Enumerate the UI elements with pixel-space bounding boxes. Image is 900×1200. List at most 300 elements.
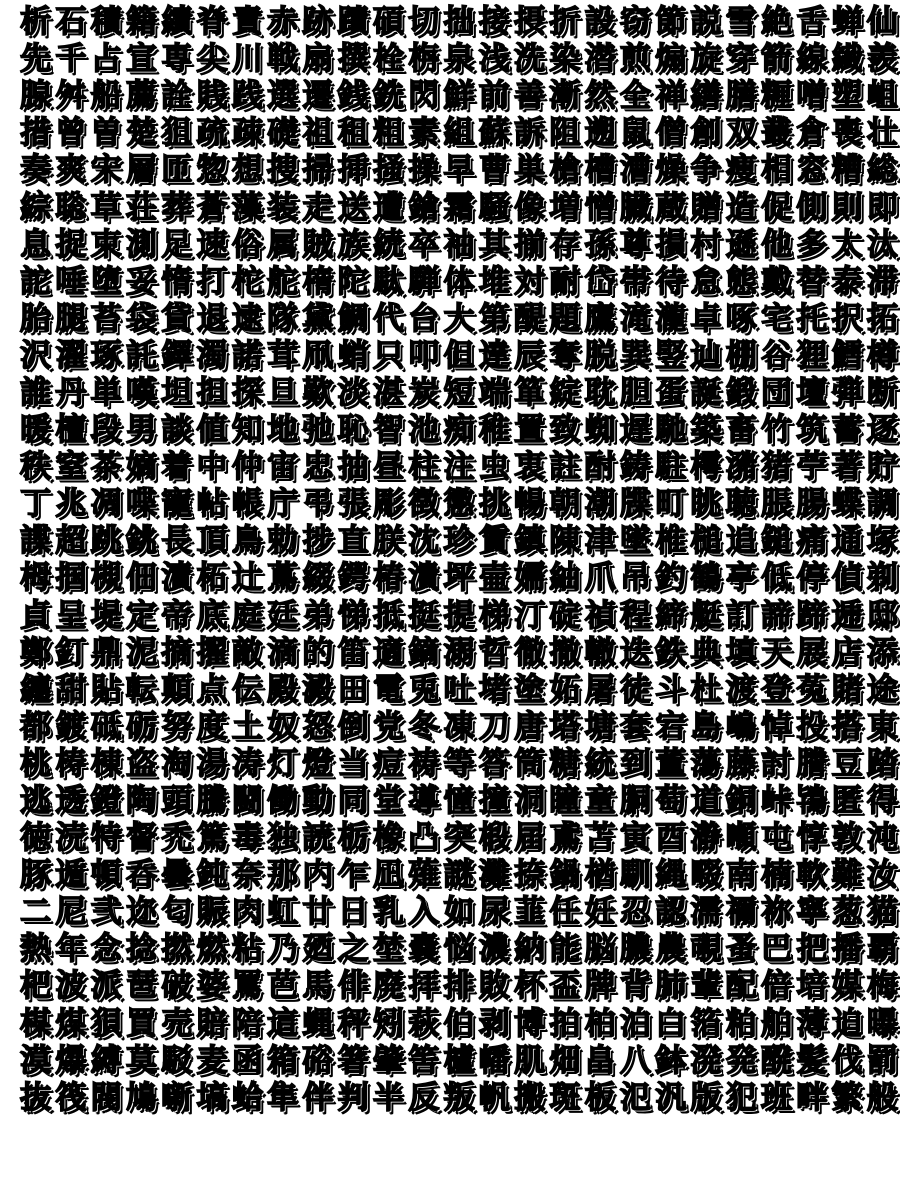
kanji-glyph: 蒼 xyxy=(196,189,228,226)
kanji-glyph: 萄 xyxy=(655,783,687,820)
kanji-glyph: 巽 xyxy=(619,337,651,374)
kanji-glyph: 詑 xyxy=(20,263,52,300)
kanji-glyph: 祷 xyxy=(408,745,440,782)
kanji-glyph: 度 xyxy=(196,708,228,745)
kanji-glyph: 波 xyxy=(55,968,87,1005)
kanji-glyph: 諜 xyxy=(20,523,52,560)
kanji-glyph: 悌 xyxy=(337,597,369,634)
kanji-glyph: 醗 xyxy=(761,1042,793,1079)
kanji-glyph: 駁 xyxy=(161,1042,193,1079)
kanji-glyph: 丹 xyxy=(55,374,87,411)
kanji-glyph: 買 xyxy=(125,1005,157,1042)
kanji-glyph: 体 xyxy=(443,263,475,300)
kanji-glyph: 顛 xyxy=(161,671,193,708)
kanji-glyph: 堂 xyxy=(372,783,404,820)
kanji-glyph: 艇 xyxy=(690,597,722,634)
kanji-glyph: 堕 xyxy=(90,263,122,300)
kanji-glyph: 堵 xyxy=(478,671,510,708)
glyph-row xyxy=(18,486,900,523)
kanji-glyph: 鈍 xyxy=(196,857,228,894)
kanji-glyph: 素 xyxy=(408,115,440,152)
kanji-glyph: 践 xyxy=(231,78,263,115)
kanji-glyph: 聴 xyxy=(725,486,757,523)
kanji-glyph: 二 xyxy=(20,894,52,931)
kanji-glyph: 抵 xyxy=(372,597,404,634)
kanji-glyph: 胎 xyxy=(20,300,52,337)
kanji-glyph: 奪 xyxy=(549,337,581,374)
kanji-glyph: 待 xyxy=(655,263,687,300)
kanji-glyph: 納 xyxy=(514,931,546,968)
kanji-glyph: 鱈 xyxy=(831,337,863,374)
kanji-glyph: 発 xyxy=(725,1042,757,1079)
kanji-glyph: 薄 xyxy=(796,1005,828,1042)
kanji-glyph: 胆 xyxy=(619,374,651,411)
glyph-row xyxy=(18,152,900,189)
kanji-glyph: 楠 xyxy=(761,857,793,894)
kanji-glyph: 栴 xyxy=(408,41,440,78)
kanji-glyph: 蚤 xyxy=(725,931,757,968)
kanji-glyph: 濯 xyxy=(55,337,87,374)
kanji-glyph: 埜 xyxy=(372,931,404,968)
kanji-glyph: 醍 xyxy=(514,300,546,337)
kanji-glyph: 肇 xyxy=(372,1042,404,1079)
kanji-glyph: 追 xyxy=(725,523,757,560)
kanji-glyph: 凸 xyxy=(408,820,440,857)
kanji-glyph: 注 xyxy=(443,449,475,486)
kanji-glyph: 秩 xyxy=(20,449,52,486)
kanji-glyph: 鳥 xyxy=(231,523,263,560)
kanji-glyph: 鍔 xyxy=(337,560,369,597)
kanji-glyph: 全 xyxy=(619,78,651,115)
kanji-glyph: 着 xyxy=(161,449,193,486)
kanji-glyph: 排 xyxy=(443,968,475,1005)
kanji-glyph: 呈 xyxy=(55,597,87,634)
kanji-glyph: 噸 xyxy=(725,820,757,857)
kanji-glyph: 騨 xyxy=(408,263,440,300)
kanji-glyph: 狸 xyxy=(796,337,828,374)
kanji-glyph: 柘 xyxy=(196,560,228,597)
kanji-glyph: 鼠 xyxy=(619,115,651,152)
kanji-glyph: 佃 xyxy=(125,560,157,597)
kanji-glyph: 爽 xyxy=(55,152,87,189)
kanji-glyph: 樗 xyxy=(690,449,722,486)
kanji-glyph: 電 xyxy=(372,671,404,708)
kanji-glyph: 梼 xyxy=(55,745,87,782)
kanji-glyph: 総 xyxy=(866,152,898,189)
kanji-glyph: 駄 xyxy=(372,263,404,300)
kanji-glyph: 狙 xyxy=(161,115,193,152)
kanji-glyph: 停 xyxy=(796,560,828,597)
kanji-glyph: 燃 xyxy=(196,931,228,968)
kanji-glyph: 銚 xyxy=(125,523,157,560)
kanji-glyph: 痛 xyxy=(796,523,828,560)
kanji-glyph: 入 xyxy=(408,894,440,931)
kanji-glyph: 討 xyxy=(761,745,793,782)
kanji-glyph: 蝉 xyxy=(831,4,863,41)
kanji-glyph: 虫 xyxy=(478,449,510,486)
kanji-glyph: 嬬 xyxy=(514,560,546,597)
kanji-glyph: 般 xyxy=(866,1079,898,1116)
kanji-glyph: 朝 xyxy=(549,486,581,523)
kanji-glyph: 汝 xyxy=(866,857,898,894)
kanji-glyph: 貸 xyxy=(161,300,193,337)
kanji-glyph: 踏 xyxy=(866,745,898,782)
kanji-glyph: 廿 xyxy=(302,894,334,931)
kanji-glyph: 楢 xyxy=(584,857,616,894)
kanji-glyph: 挺 xyxy=(408,597,440,634)
kanji-glyph: 占 xyxy=(90,41,122,78)
kanji-glyph: 筑 xyxy=(796,412,828,449)
kanji-glyph: 町 xyxy=(655,486,687,523)
kanji-glyph: 版 xyxy=(690,1079,722,1116)
kanji-glyph: 砺 xyxy=(125,708,157,745)
kanji-glyph: 騒 xyxy=(478,189,510,226)
kanji-glyph: 陪 xyxy=(231,1005,263,1042)
kanji-glyph: 煽 xyxy=(655,41,687,78)
kanji-glyph: 耽 xyxy=(584,374,616,411)
kanji-glyph: 壇 xyxy=(796,374,828,411)
kanji-glyph: 像 xyxy=(514,189,546,226)
kanji-glyph: 島 xyxy=(690,708,722,745)
kanji-glyph: 檀 xyxy=(55,412,87,449)
kanji-glyph: 苫 xyxy=(584,820,616,857)
kanji-glyph: 蛋 xyxy=(655,374,687,411)
glyph-row xyxy=(18,78,900,115)
kanji-glyph: 礎 xyxy=(267,115,299,152)
kanji-glyph: 賎 xyxy=(196,78,228,115)
kanji-glyph: 中 xyxy=(196,449,228,486)
kanji-glyph: 痴 xyxy=(443,412,475,449)
kanji-glyph: 辻 xyxy=(231,560,263,597)
kanji-glyph: 帖 xyxy=(196,486,228,523)
kanji-glyph: 地 xyxy=(267,412,299,449)
glyph-row xyxy=(18,857,900,894)
kanji-glyph: 題 xyxy=(549,300,581,337)
kanji-glyph: 得 xyxy=(866,783,898,820)
kanji-glyph: 端 xyxy=(478,374,510,411)
kanji-glyph: 粗 xyxy=(372,115,404,152)
kanji-glyph: 匝 xyxy=(161,152,193,189)
kanji-glyph: 沈 xyxy=(408,523,440,560)
kanji-glyph: 白 xyxy=(655,1005,687,1042)
kanji-glyph: 卓 xyxy=(690,300,722,337)
kanji-glyph: 乳 xyxy=(372,894,404,931)
kanji-glyph: 切 xyxy=(408,4,440,41)
kanji-glyph: 動 xyxy=(302,783,334,820)
kanji-glyph: 則 xyxy=(831,189,863,226)
kanji-glyph: 貼 xyxy=(90,671,122,708)
kanji-glyph: 粘 xyxy=(231,931,263,968)
kanji-glyph: 鉄 xyxy=(655,634,687,671)
glyph-row xyxy=(18,41,900,78)
kanji-glyph: 苧 xyxy=(796,449,828,486)
kanji-glyph: 軟 xyxy=(796,857,828,894)
kanji-glyph: 箔 xyxy=(690,1005,722,1042)
kanji-glyph: 塗 xyxy=(514,671,546,708)
kanji-glyph: 洞 xyxy=(514,783,546,820)
kanji-glyph: 臓 xyxy=(619,189,651,226)
kanji-glyph: 柱 xyxy=(408,449,440,486)
kanji-glyph: 都 xyxy=(20,708,52,745)
kanji-glyph: 嶋 xyxy=(725,708,757,745)
kanji-glyph: 赤 xyxy=(267,4,299,41)
kanji-glyph: 頂 xyxy=(196,523,228,560)
kanji-glyph: 甜 xyxy=(55,671,87,708)
kanji-glyph: 陶 xyxy=(125,783,157,820)
kanji-glyph: 知 xyxy=(231,412,263,449)
kanji-glyph: 祖 xyxy=(302,115,334,152)
kanji-glyph: 匂 xyxy=(161,894,193,931)
kanji-glyph: 貯 xyxy=(866,449,898,486)
kanji-glyph: 典 xyxy=(690,634,722,671)
kanji-glyph: 鎚 xyxy=(761,523,793,560)
kanji-glyph: 鳩 xyxy=(125,1079,157,1116)
kanji-glyph: 猫 xyxy=(866,894,898,931)
kanji-glyph: 逓 xyxy=(831,597,863,634)
kanji-glyph: 尖 xyxy=(196,41,228,78)
kanji-glyph: 鍋 xyxy=(549,857,581,894)
kanji-glyph: 憎 xyxy=(584,189,616,226)
kanji-glyph: 楳 xyxy=(20,1005,52,1042)
kanji-glyph: 遁 xyxy=(55,857,87,894)
kanji-glyph: 尼 xyxy=(55,894,87,931)
kanji-glyph: 弾 xyxy=(831,374,863,411)
kanji-glyph: 董 xyxy=(655,745,687,782)
kanji-glyph: 組 xyxy=(443,115,475,152)
kanji-glyph: 輩 xyxy=(690,968,722,1005)
kanji-glyph: 菟 xyxy=(796,671,828,708)
kanji-glyph: 班 xyxy=(761,1079,793,1116)
kanji-glyph: 穿 xyxy=(725,41,757,78)
kanji-glyph: 鏑 xyxy=(408,634,440,671)
kanji-glyph: 怒 xyxy=(302,708,334,745)
kanji-glyph: 宋 xyxy=(90,152,122,189)
kanji-glyph: 槌 xyxy=(690,523,722,560)
kanji-glyph: 繊 xyxy=(831,41,863,78)
kanji-glyph: 梯 xyxy=(478,597,510,634)
kanji-glyph: 汀 xyxy=(514,597,546,634)
kanji-glyph: 涛 xyxy=(231,745,263,782)
kanji-glyph: 只 xyxy=(372,337,404,374)
kanji-glyph: 芭 xyxy=(267,968,299,1005)
kanji-glyph: 胴 xyxy=(619,783,651,820)
kanji-glyph: 那 xyxy=(267,857,299,894)
kanji-glyph: 茶 xyxy=(90,449,122,486)
kanji-glyph: 旦 xyxy=(267,374,299,411)
kanji-glyph: 著 xyxy=(831,449,863,486)
kanji-glyph: 薙 xyxy=(408,857,440,894)
kanji-glyph: 張 xyxy=(337,486,369,523)
kanji-glyph: 届 xyxy=(514,820,546,857)
kanji-glyph: 蝶 xyxy=(831,486,863,523)
kanji-glyph: 砥 xyxy=(90,708,122,745)
glyph-row xyxy=(18,264,900,301)
kanji-glyph: 瀞 xyxy=(690,820,722,857)
kanji-glyph: 壮 xyxy=(866,115,898,152)
kanji-glyph: 聡 xyxy=(55,189,87,226)
kanji-glyph: 特 xyxy=(90,820,122,857)
kanji-glyph: 涜 xyxy=(55,820,87,857)
kanji-glyph: 竹 xyxy=(761,412,793,449)
kanji-glyph: 櫨 xyxy=(443,1042,475,1079)
kanji-glyph: 蛸 xyxy=(337,337,369,374)
kanji-glyph: 琢 xyxy=(90,337,122,374)
kanji-glyph: 蛤 xyxy=(231,1079,263,1116)
kanji-glyph: 層 xyxy=(125,152,157,189)
kanji-glyph: 馴 xyxy=(619,857,651,894)
kanji-glyph: 眺 xyxy=(690,486,722,523)
kanji-glyph: 陀 xyxy=(337,263,369,300)
kanji-glyph: 智 xyxy=(372,412,404,449)
kanji-glyph: 疎 xyxy=(231,115,263,152)
kanji-glyph: 値 xyxy=(196,412,228,449)
kanji-glyph: 土 xyxy=(231,708,263,745)
kanji-glyph: 造 xyxy=(725,189,757,226)
kanji-glyph: 禿 xyxy=(161,820,193,857)
kanji-glyph: 謎 xyxy=(443,857,475,894)
kanji-glyph: 党 xyxy=(372,708,404,745)
kanji-glyph: 単 xyxy=(90,374,122,411)
kanji-glyph: 統 xyxy=(584,745,616,782)
kanji-glyph: 溌 xyxy=(690,1042,722,1079)
kanji-glyph: 捜 xyxy=(267,152,299,189)
kanji-glyph: 帝 xyxy=(161,597,193,634)
kanji-glyph: 拝 xyxy=(408,968,440,1005)
kanji-glyph: 頭 xyxy=(161,783,193,820)
kanji-glyph: 脱 xyxy=(584,337,616,374)
kanji-glyph: 措 xyxy=(20,115,52,152)
kanji-glyph: 宅 xyxy=(761,300,793,337)
kanji-glyph: 雪 xyxy=(725,4,757,41)
kanji-glyph: 勅 xyxy=(267,523,299,560)
kanji-glyph: 綜 xyxy=(20,189,52,226)
kanji-glyph: 矧 xyxy=(372,1005,404,1042)
kanji-glyph: 屯 xyxy=(761,820,793,857)
kanji-glyph: 鮮 xyxy=(443,78,475,115)
kanji-glyph: 箱 xyxy=(267,1042,299,1079)
kanji-glyph: 想 xyxy=(231,152,263,189)
kanji-glyph: 扇 xyxy=(302,41,334,78)
kanji-glyph: 鍍 xyxy=(55,708,87,745)
kanji-glyph: 寧 xyxy=(796,894,828,931)
kanji-glyph: 道 xyxy=(690,783,722,820)
kanji-glyph: 苔 xyxy=(90,300,122,337)
kanji-glyph: 跳 xyxy=(90,523,122,560)
kanji-glyph: 谷 xyxy=(761,337,793,374)
kanji-glyph: 燈 xyxy=(302,745,334,782)
kanji-glyph: 鍛 xyxy=(725,374,757,411)
kanji-glyph: 曾 xyxy=(55,115,87,152)
glyph-row xyxy=(18,4,900,41)
kanji-glyph: 装 xyxy=(267,189,299,226)
kanji-glyph: 播 xyxy=(831,931,863,968)
kanji-glyph: 直 xyxy=(337,523,369,560)
kanji-glyph: 難 xyxy=(831,857,863,894)
kanji-glyph: 逃 xyxy=(20,783,52,820)
kanji-glyph: 抜 xyxy=(20,1079,52,1116)
kanji-glyph: 奴 xyxy=(267,708,299,745)
kanji-glyph: 蔵 xyxy=(655,189,687,226)
kanji-glyph: 迭 xyxy=(619,634,651,671)
kanji-glyph: 揃 xyxy=(514,226,546,263)
kanji-glyph: 超 xyxy=(55,523,87,560)
kanji-glyph: 草 xyxy=(90,189,122,226)
kanji-glyph: 存 xyxy=(549,226,581,263)
kanji-glyph: 窓 xyxy=(796,152,828,189)
kanji-glyph: 碇 xyxy=(549,597,581,634)
kanji-glyph: 賊 xyxy=(302,226,334,263)
glyph-row xyxy=(18,931,900,968)
kanji-glyph: 嫡 xyxy=(125,449,157,486)
kanji-glyph: 南 xyxy=(725,857,757,894)
kanji-glyph: 抽 xyxy=(337,449,369,486)
kanji-glyph: 丁 xyxy=(20,486,52,523)
kanji-glyph: 遡 xyxy=(584,115,616,152)
kanji-glyph: 卒 xyxy=(408,226,440,263)
kanji-glyph: 縄 xyxy=(655,857,687,894)
kanji-glyph: 漬 xyxy=(161,560,193,597)
kanji-glyph: 痘 xyxy=(372,745,404,782)
kanji-glyph: 達 xyxy=(478,337,510,374)
kanji-glyph: 舌 xyxy=(796,4,828,41)
kanji-glyph: 煤 xyxy=(55,1005,87,1042)
kanji-glyph: 逮 xyxy=(231,300,263,337)
kanji-glyph: 棟 xyxy=(90,745,122,782)
kanji-glyph: 鉢 xyxy=(655,1042,687,1079)
kanji-glyph: 暢 xyxy=(514,486,546,523)
kanji-glyph: 摂 xyxy=(514,4,546,41)
kanji-glyph: 吊 xyxy=(619,560,651,597)
kanji-glyph: 但 xyxy=(443,337,475,374)
kanji-glyph: 篤 xyxy=(196,820,228,857)
kanji-glyph: 巣 xyxy=(514,152,546,189)
kanji-glyph: 蔦 xyxy=(267,560,299,597)
kanji-glyph: 迩 xyxy=(125,894,157,931)
kanji-glyph: 凋 xyxy=(90,486,122,523)
kanji-glyph: 曹 xyxy=(478,152,510,189)
kanji-glyph: 遭 xyxy=(372,189,404,226)
kanji-glyph: 杷 xyxy=(20,968,52,1005)
kanji-glyph: 悩 xyxy=(443,931,475,968)
kanji-glyph: 認 xyxy=(655,894,687,931)
kanji-glyph: 定 xyxy=(125,597,157,634)
kanji-glyph: 鎗 xyxy=(408,189,440,226)
kanji-glyph: 多 xyxy=(796,226,828,263)
kanji-glyph: 説 xyxy=(690,4,722,41)
kanji-glyph: 捺 xyxy=(514,857,546,894)
kanji-glyph: 先 xyxy=(20,41,52,78)
kanji-glyph: 冬 xyxy=(408,708,440,745)
kanji-glyph: 擢 xyxy=(196,634,228,671)
kanji-glyph: 双 xyxy=(725,115,757,152)
kanji-glyph: 束 xyxy=(90,226,122,263)
glyph-row xyxy=(18,894,900,931)
kanji-glyph: 鷹 xyxy=(584,300,616,337)
kanji-glyph: 判 xyxy=(337,1079,369,1116)
kanji-glyph: 槽 xyxy=(584,152,616,189)
kanji-glyph: 念 xyxy=(90,931,122,968)
kanji-glyph: 段 xyxy=(90,412,122,449)
kanji-glyph: 樽 xyxy=(866,337,898,374)
kanji-glyph: 橡 xyxy=(372,820,404,857)
kanji-glyph: 覇 xyxy=(866,931,898,968)
kanji-glyph: 宙 xyxy=(267,449,299,486)
kanji-glyph: 寵 xyxy=(161,486,193,523)
kanji-glyph: 賭 xyxy=(831,671,863,708)
kanji-glyph: 悼 xyxy=(761,708,793,745)
kanji-glyph: 痩 xyxy=(725,152,757,189)
kanji-glyph: 展 xyxy=(796,634,828,671)
